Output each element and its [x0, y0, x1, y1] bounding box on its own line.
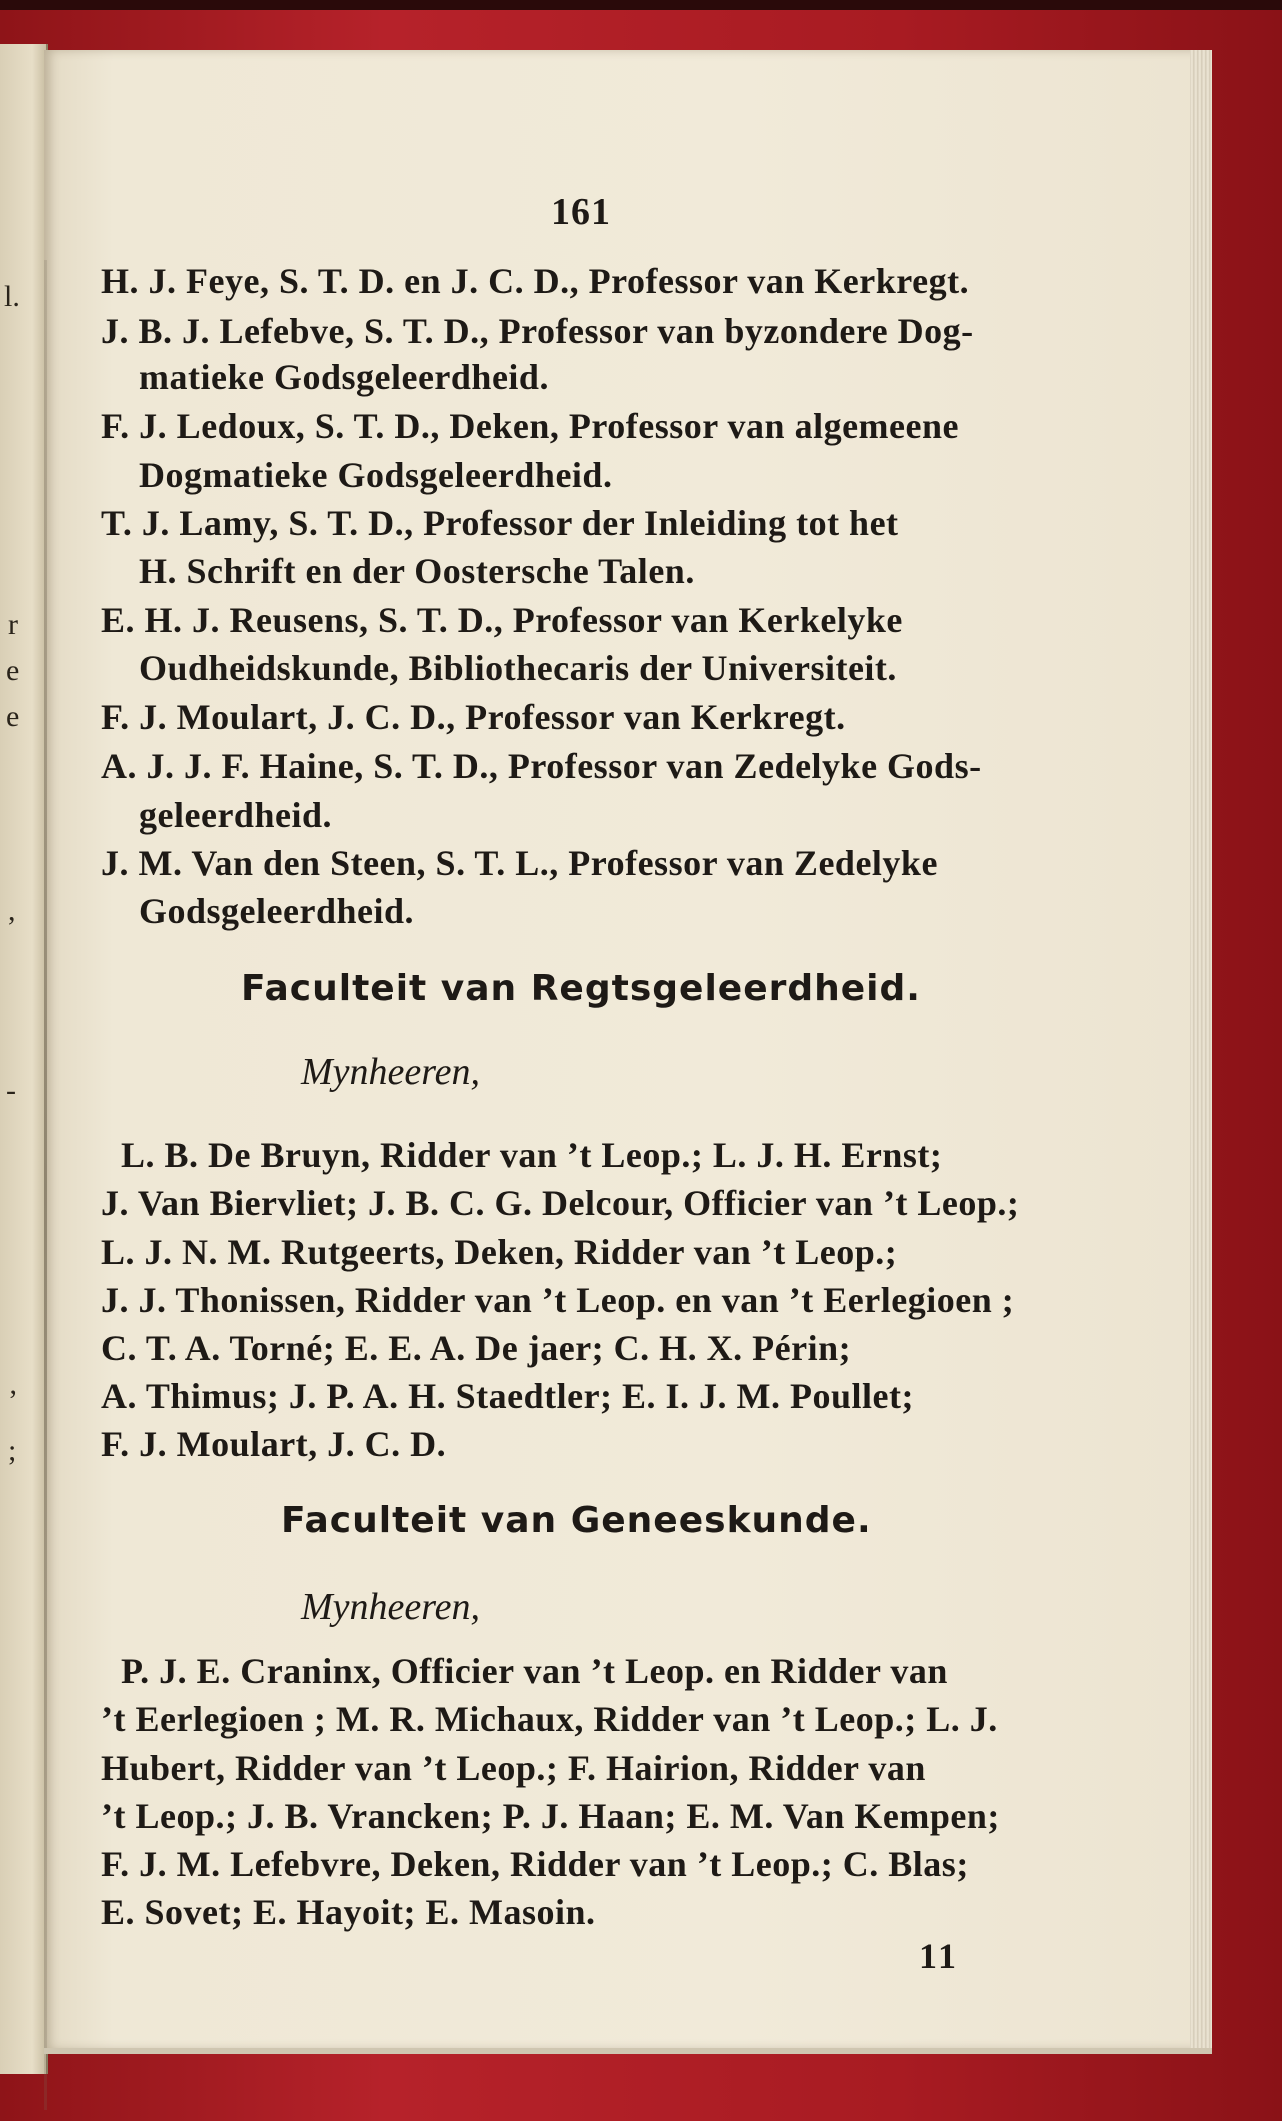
- entry-line: Godsgeleerdheid.: [139, 891, 414, 931]
- medicine-line: ’t Leop.; J. B. Vrancken; P. J. Haan; E. M. Van Kempen;: [101, 1796, 1000, 1836]
- law-line: F. J. Moulart, J. C. D.: [101, 1424, 447, 1464]
- salutation-law: Mynheeren,: [301, 1051, 480, 1093]
- entry-line: F. J. Ledoux, S. T. D., Deken, Professor van algemeene: [101, 406, 960, 446]
- prev-page-fragment: l.: [4, 280, 20, 313]
- law-line: J. Van Biervliet; J. B. C. G. Delcour, Officier van ’t Leop.;: [101, 1183, 1020, 1223]
- entry-line: Dogmatieke Godsgeleerdheid.: [139, 455, 613, 495]
- prev-page-fragment: e: [6, 654, 20, 687]
- book-page: [44, 50, 1204, 2050]
- margin-pencil-line: [44, 260, 47, 2110]
- prev-page-fragment: ;: [8, 1434, 17, 1467]
- signature-mark: 11: [919, 1936, 960, 1976]
- entry-line: A. J. J. F. Haine, S. T. D., Professor van Zedelyke Gods-: [101, 746, 982, 786]
- medicine-line: F. J. M. Lefebvre, Deken, Ridder van ’t Leop.; C. Blas;: [101, 1844, 969, 1884]
- entry-line: J. M. Van den Steen, S. T. L., Professor van Zedelyke: [101, 843, 938, 883]
- entry-line: H. Schrift en der Oostersche Talen.: [139, 551, 695, 591]
- prev-page-fragment: ,: [8, 894, 16, 927]
- section-heading-law: Faculteit van Regtsgeleerdheid.: [241, 968, 921, 1009]
- entry-line: matieke Godsgeleerdheid.: [139, 357, 549, 397]
- prev-page-fragment: ’: [8, 1384, 18, 1417]
- cover-edge: [0, 0, 1282, 10]
- law-line: C. T. A. Torné; E. E. A. De jaer; C. H. X. Périn;: [101, 1328, 852, 1368]
- page-bottom-edge: [44, 2048, 1212, 2054]
- previous-page-edge: [0, 44, 48, 2074]
- medicine-line: E. Sovet; E. Hayoit; E. Masoin.: [101, 1892, 596, 1932]
- salutation-medicine: Mynheeren,: [301, 1586, 480, 1628]
- section-heading-medicine: Faculteit van Geneeskunde.: [281, 1500, 872, 1541]
- entry-line: H. J. Feye, S. T. D. en J. C. D., Professor van Kerkregt.: [101, 261, 970, 301]
- entry-line: geleerdheid.: [139, 795, 332, 835]
- medicine-line: P. J. E. Craninx, Officier van ’t Leop. en Ridder van: [121, 1651, 948, 1691]
- entry-line: T. J. Lamy, S. T. D., Professor der Inleiding tot het: [101, 503, 899, 543]
- prev-page-fragment: r: [8, 608, 18, 641]
- entry-line: F. J. Moulart, J. C. D., Professor van Kerkregt.: [101, 697, 846, 737]
- law-line: J. J. Thonissen, Ridder van ’t Leop. en van ’t Eerlegioen ;: [101, 1280, 1015, 1320]
- law-line: L. B. De Bruyn, Ridder van ’t Leop.; L. J. H. Ernst;: [121, 1135, 943, 1175]
- medicine-line: Hubert, Ridder van ’t Leop.; F. Hairion, Ridder van: [101, 1748, 926, 1788]
- law-line: A. Thimus; J. P. A. H. Staedtler; E. I. J. M. Poullet;: [101, 1376, 915, 1416]
- entry-line: J. B. J. Lefebve, S. T. D., Professor van byzondere Dog-: [101, 311, 974, 351]
- page-block-edge: [1190, 50, 1212, 2050]
- law-line: L. J. N. M. Rutgeerts, Deken, Ridder van ’t Leop.;: [101, 1232, 898, 1272]
- entry-line: E. H. J. Reusens, S. T. D., Professor van Kerkelyke: [101, 600, 903, 640]
- page-number: 161: [551, 191, 611, 233]
- entry-line: Oudheidskunde, Bibliothecaris der Universiteit.: [139, 648, 897, 688]
- prev-page-fragment: -: [6, 1074, 16, 1107]
- medicine-line: ’t Eerlegioen ; M. R. Michaux, Ridder van ’t Leop.; L. J.: [101, 1699, 998, 1739]
- prev-page-fragment: e: [6, 700, 20, 733]
